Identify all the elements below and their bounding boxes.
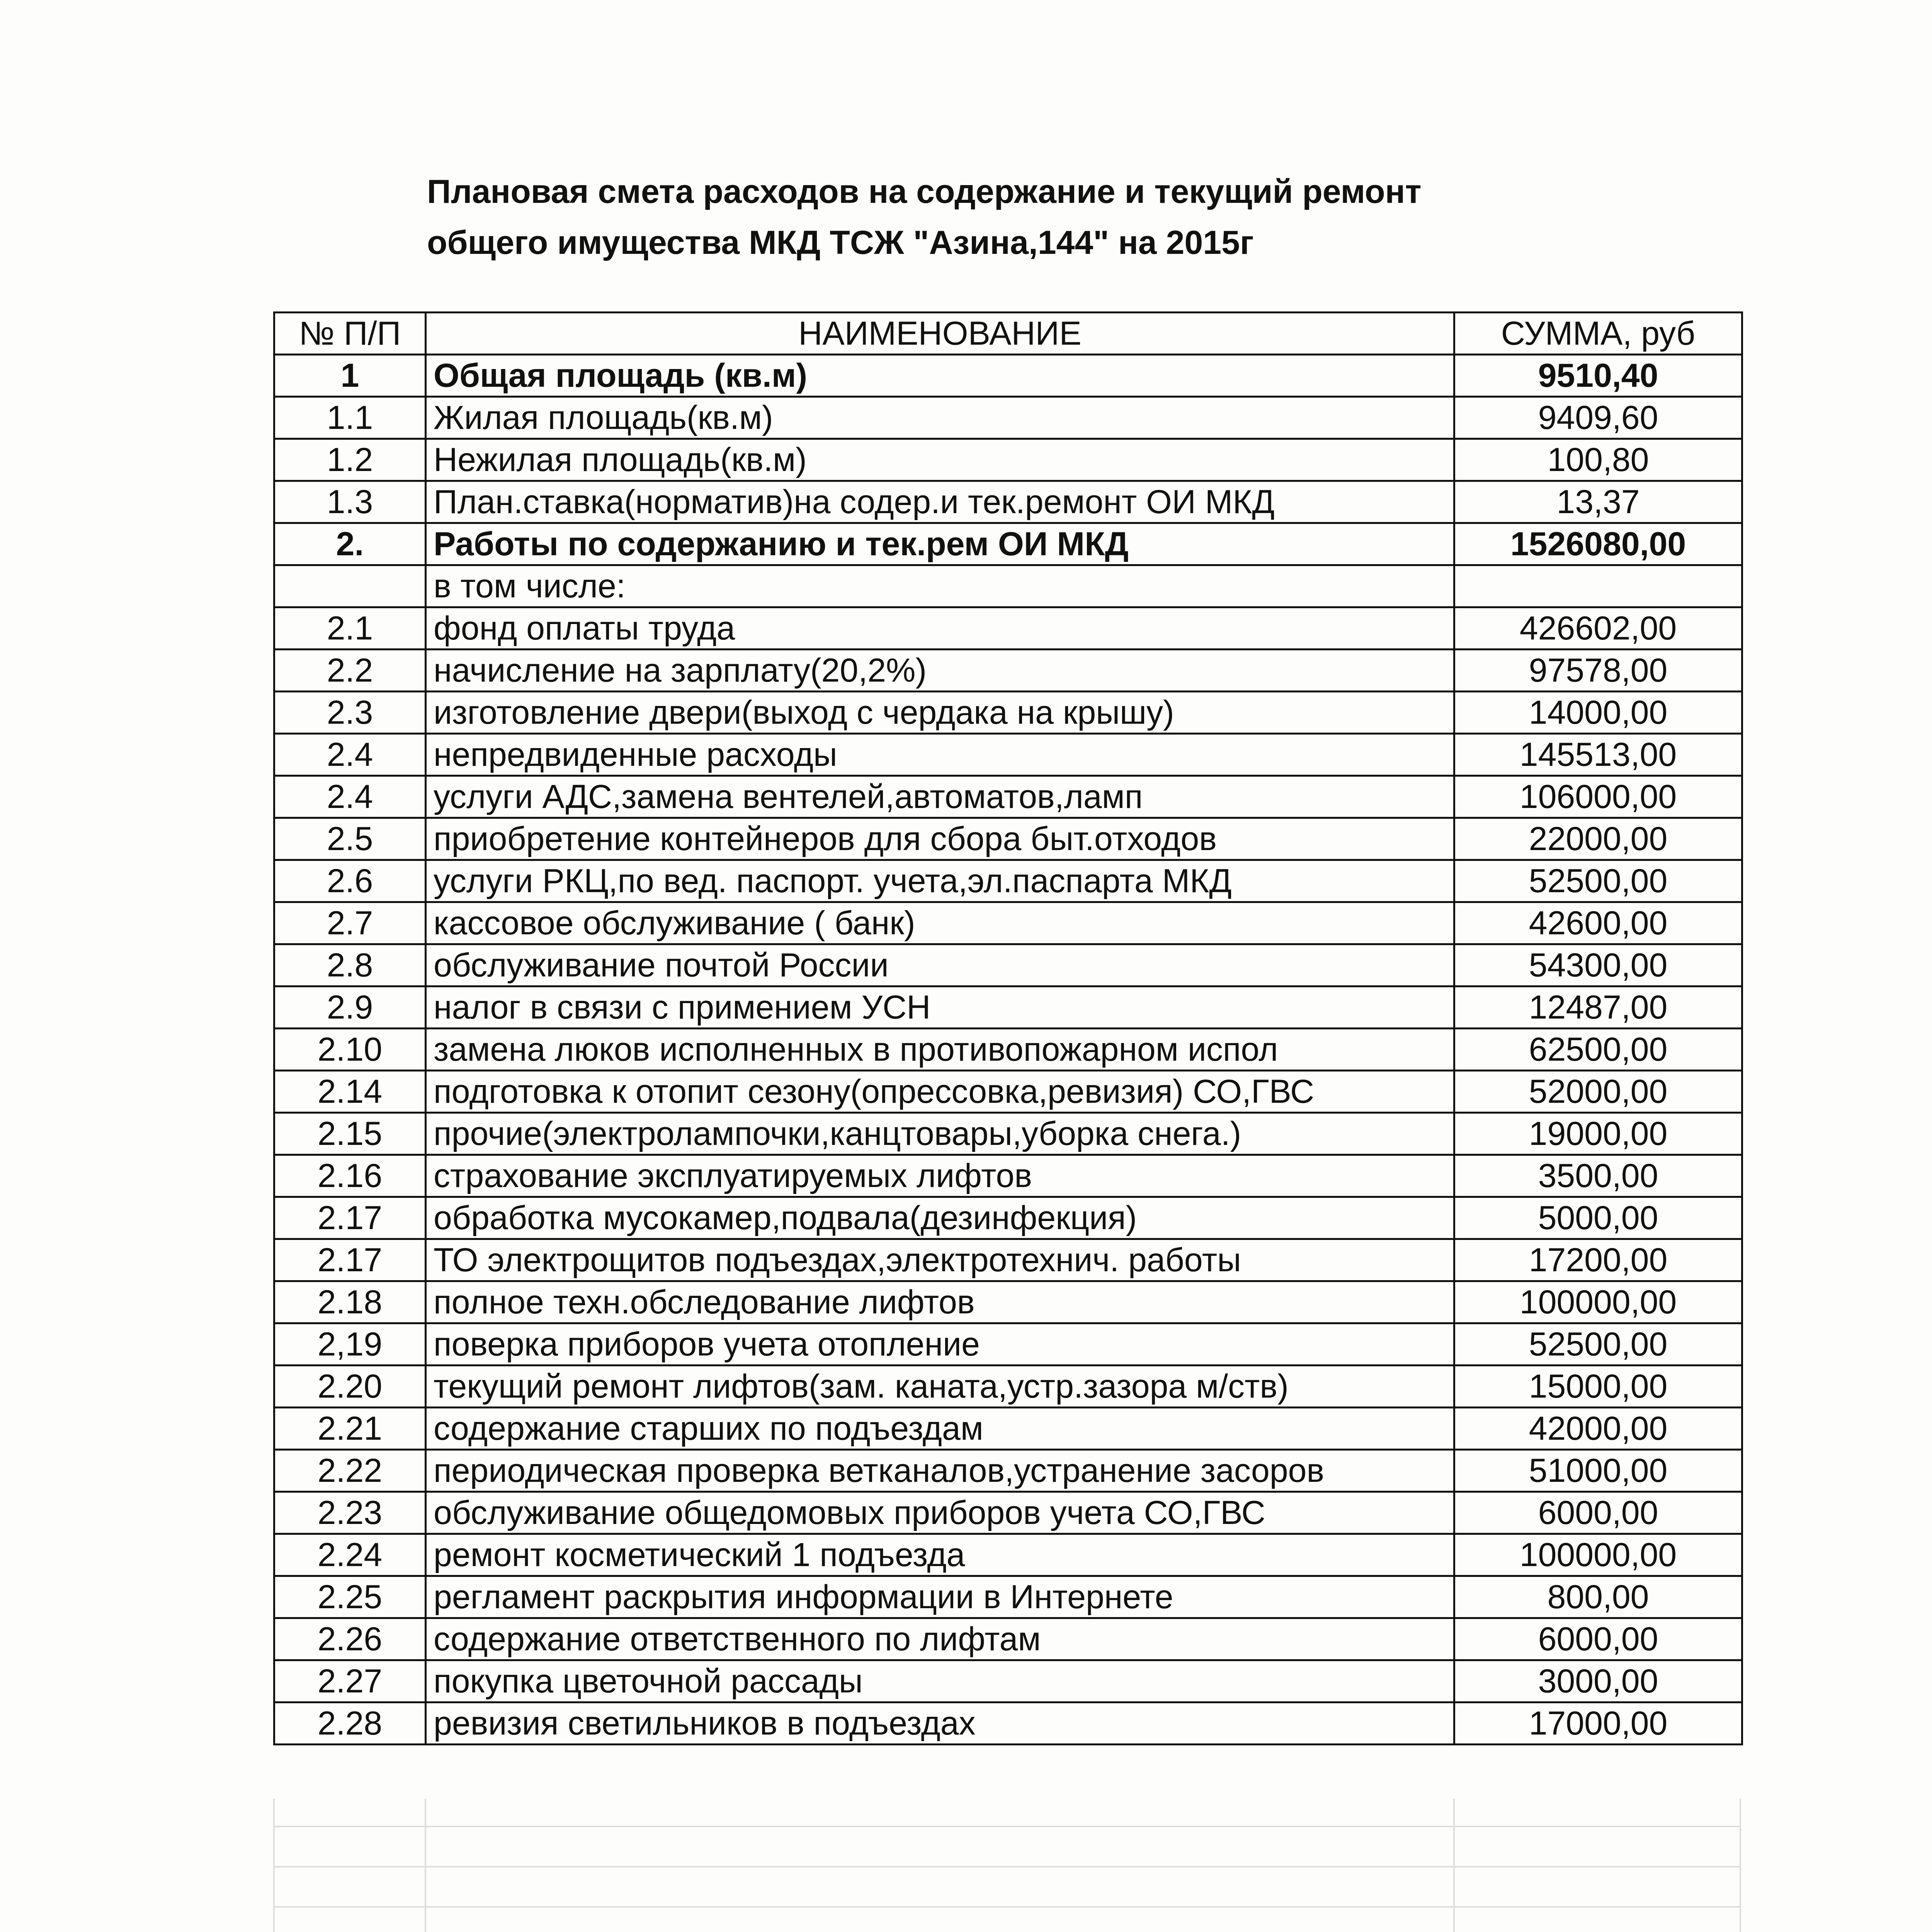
- table-row: [274, 818, 1742, 860]
- row-number: 1.2: [274, 439, 426, 481]
- table-row: [274, 944, 1742, 986]
- row-sum: 100000,00: [1454, 1281, 1742, 1323]
- table-row: [274, 860, 1742, 902]
- row-number: 2.16: [274, 1155, 426, 1197]
- table-row: [274, 1702, 1742, 1745]
- row-name: текущий ремонт лифтов(зам. каната,устр.зазора м/ств): [426, 1366, 1454, 1408]
- row-sum: 54300,00: [1454, 944, 1742, 986]
- bleed-through-shadow: [273, 1799, 1741, 1932]
- table-row: [274, 1492, 1742, 1534]
- row-number: 2.25: [274, 1576, 426, 1618]
- table-row: [274, 986, 1742, 1029]
- row-sum: 17200,00: [1454, 1239, 1742, 1281]
- row-name: ремонт косметический 1 подъезда: [426, 1534, 1454, 1576]
- table-row: [274, 523, 1742, 565]
- row-name: начисление на зарплату(20,2%): [426, 650, 1454, 692]
- row-sum: 6000,00: [1454, 1618, 1742, 1660]
- row-name: обслуживание почтой России: [426, 944, 1454, 986]
- table-row: [274, 902, 1742, 944]
- row-name: страхование эксплуатируемых лифтов: [426, 1155, 1454, 1197]
- row-name: в том числе:: [426, 565, 1454, 607]
- row-name: регламент раскрытия информации в Интернете: [426, 1576, 1454, 1618]
- table-row: [274, 1366, 1742, 1408]
- row-sum: 9510,40: [1454, 355, 1742, 397]
- row-sum: 17000,00: [1454, 1702, 1742, 1745]
- row-number: 2.28: [274, 1702, 426, 1745]
- row-sum: 52500,00: [1454, 1323, 1742, 1366]
- table-row: [274, 439, 1742, 481]
- row-sum: 13,37: [1454, 481, 1742, 523]
- row-number: [274, 565, 426, 607]
- row-name: Жилая площадь(кв.м): [426, 397, 1454, 439]
- table-row: [274, 607, 1742, 650]
- document-title: [427, 166, 1586, 268]
- row-name: услуги АДС,замена вентелей,автоматов,ламп: [426, 776, 1454, 818]
- row-sum: 3500,00: [1454, 1155, 1742, 1197]
- table-row: [274, 1450, 1742, 1492]
- table-row: [274, 1113, 1742, 1155]
- row-name: замена люков исполненных в противопожарном испол: [426, 1029, 1454, 1071]
- row-sum: 3000,00: [1454, 1660, 1742, 1702]
- table-row: [274, 397, 1742, 439]
- row-number: 2.23: [274, 1492, 426, 1534]
- row-sum: 19000,00: [1454, 1113, 1742, 1155]
- row-sum: 1526080,00: [1454, 523, 1742, 565]
- row-sum: 426602,00: [1454, 607, 1742, 650]
- table-row: [274, 1660, 1742, 1702]
- title-line-2: общего имущества МКД ТСЖ "Азина,144" на 2015г: [427, 224, 1254, 261]
- row-number: 1.3: [274, 481, 426, 523]
- row-sum: 22000,00: [1454, 818, 1742, 860]
- row-sum: 51000,00: [1454, 1450, 1742, 1492]
- row-sum: 15000,00: [1454, 1366, 1742, 1408]
- row-number: 2.14: [274, 1071, 426, 1113]
- row-name: обслуживание общедомовых приборов учета СО,ГВС: [426, 1492, 1454, 1534]
- table-row: [274, 1576, 1742, 1618]
- table-row: [274, 1029, 1742, 1071]
- row-name: Общая площадь (кв.м): [426, 355, 1454, 397]
- row-sum: 52500,00: [1454, 860, 1742, 902]
- row-sum: 6000,00: [1454, 1492, 1742, 1534]
- row-name: налог в связи с примением УСН: [426, 986, 1454, 1029]
- row-name: Нежилая площадь(кв.м): [426, 439, 1454, 481]
- row-number: 2.18: [274, 1281, 426, 1323]
- row-number: 2.2: [274, 650, 426, 692]
- row-sum: 62500,00: [1454, 1029, 1742, 1071]
- header-sum: СУММА, руб: [1454, 313, 1742, 355]
- row-name: прочие(электролампочки,канцтовары,уборка снега.): [426, 1113, 1454, 1155]
- row-number: 2.9: [274, 986, 426, 1029]
- row-name: периодическая проверка ветканалов,устранение засоров: [426, 1450, 1454, 1492]
- row-number: 2.8: [274, 944, 426, 986]
- row-name: покупка цветочной рассады: [426, 1660, 1454, 1702]
- row-number: 2.27: [274, 1660, 426, 1702]
- row-name: обработка мусокамер,подвала(дезинфекция): [426, 1197, 1454, 1239]
- table-row: [274, 650, 1742, 692]
- row-number: 2.17: [274, 1239, 426, 1281]
- row-number: 2.1: [274, 607, 426, 650]
- row-sum: 800,00: [1454, 1576, 1742, 1618]
- table-row: [274, 734, 1742, 776]
- row-name: услуги РКЦ,по вед. паспорт. учета,эл.паспарта МКД: [426, 860, 1454, 902]
- row-name: подготовка к отопит сезону(опрессовка,ревизия) СО,ГВС: [426, 1071, 1454, 1113]
- row-number: 2.15: [274, 1113, 426, 1155]
- row-name: изготовление двери(выход с чердака на крышу): [426, 692, 1454, 734]
- row-number: 2.20: [274, 1366, 426, 1408]
- table-row: [274, 1197, 1742, 1239]
- row-name: кассовое обслуживание ( банк): [426, 902, 1454, 944]
- table-row: [274, 1323, 1742, 1366]
- row-sum: 52000,00: [1454, 1071, 1742, 1113]
- row-number: 1: [274, 355, 426, 397]
- table-row: [274, 481, 1742, 523]
- row-name: ревизия светильников в подъездах: [426, 1702, 1454, 1745]
- row-number: 2.5: [274, 818, 426, 860]
- row-sum: 106000,00: [1454, 776, 1742, 818]
- row-name: приобретение контейнеров для сбора быт.отходов: [426, 818, 1454, 860]
- row-name: содержание старших по подъездам: [426, 1408, 1454, 1450]
- row-name: непредвиденные расходы: [426, 734, 1454, 776]
- row-number: 2.17: [274, 1197, 426, 1239]
- bleed-through-grid: [273, 1799, 1741, 1932]
- row-sum: 12487,00: [1454, 986, 1742, 1029]
- row-number: 1.1: [274, 397, 426, 439]
- table-row: [274, 1618, 1742, 1660]
- estimate-table: [273, 311, 1743, 1745]
- row-name: План.ставка(норматив)на содер.и тек.ремонт ОИ МКД: [426, 481, 1454, 523]
- row-name: поверка приборов учета отопление: [426, 1323, 1454, 1366]
- row-number: 2.7: [274, 902, 426, 944]
- row-sum: 42600,00: [1454, 902, 1742, 944]
- row-number: 2.24: [274, 1534, 426, 1576]
- table-row: [274, 1071, 1742, 1113]
- row-sum: 14000,00: [1454, 692, 1742, 734]
- row-name: полное техн.обследование лифтов: [426, 1281, 1454, 1323]
- row-sum: 100,80: [1454, 439, 1742, 481]
- row-number: 2.4: [274, 776, 426, 818]
- table-header-row: [274, 313, 1742, 355]
- title-line-1: Плановая смета расходов на содержание и текущий ремонт: [427, 173, 1422, 210]
- table-row: [274, 1239, 1742, 1281]
- table-row: [274, 355, 1742, 397]
- table-row: [274, 1281, 1742, 1323]
- row-sum: 97578,00: [1454, 650, 1742, 692]
- row-number: 2,19: [274, 1323, 426, 1366]
- row-name: содержание ответственного по лифтам: [426, 1618, 1454, 1660]
- table-row: [274, 1155, 1742, 1197]
- row-sum: 9409,60: [1454, 397, 1742, 439]
- row-sum: 100000,00: [1454, 1534, 1742, 1576]
- row-name: фонд оплаты труда: [426, 607, 1454, 650]
- row-sum: [1454, 565, 1742, 607]
- table-row: [274, 1408, 1742, 1450]
- header-name: НАИМЕНОВАНИЕ: [426, 313, 1454, 355]
- row-sum: 145513,00: [1454, 734, 1742, 776]
- header-num: № П/П: [274, 313, 426, 355]
- table-row: [274, 565, 1742, 607]
- row-number: 2.3: [274, 692, 426, 734]
- table-row: [274, 776, 1742, 818]
- row-number: 2.21: [274, 1408, 426, 1450]
- table-row: [274, 692, 1742, 734]
- row-name: Работы по содержанию и тек.рем ОИ МКД: [426, 523, 1454, 565]
- table-row: [274, 1534, 1742, 1576]
- row-number: 2.10: [274, 1029, 426, 1071]
- row-name: ТО электрощитов подъездах,электротехнич. работы: [426, 1239, 1454, 1281]
- row-sum: 5000,00: [1454, 1197, 1742, 1239]
- row-number: 2.: [274, 523, 426, 565]
- row-number: 2.6: [274, 860, 426, 902]
- row-number: 2.26: [274, 1618, 426, 1660]
- row-number: 2.22: [274, 1450, 426, 1492]
- row-sum: 42000,00: [1454, 1408, 1742, 1450]
- row-number: 2.4: [274, 734, 426, 776]
